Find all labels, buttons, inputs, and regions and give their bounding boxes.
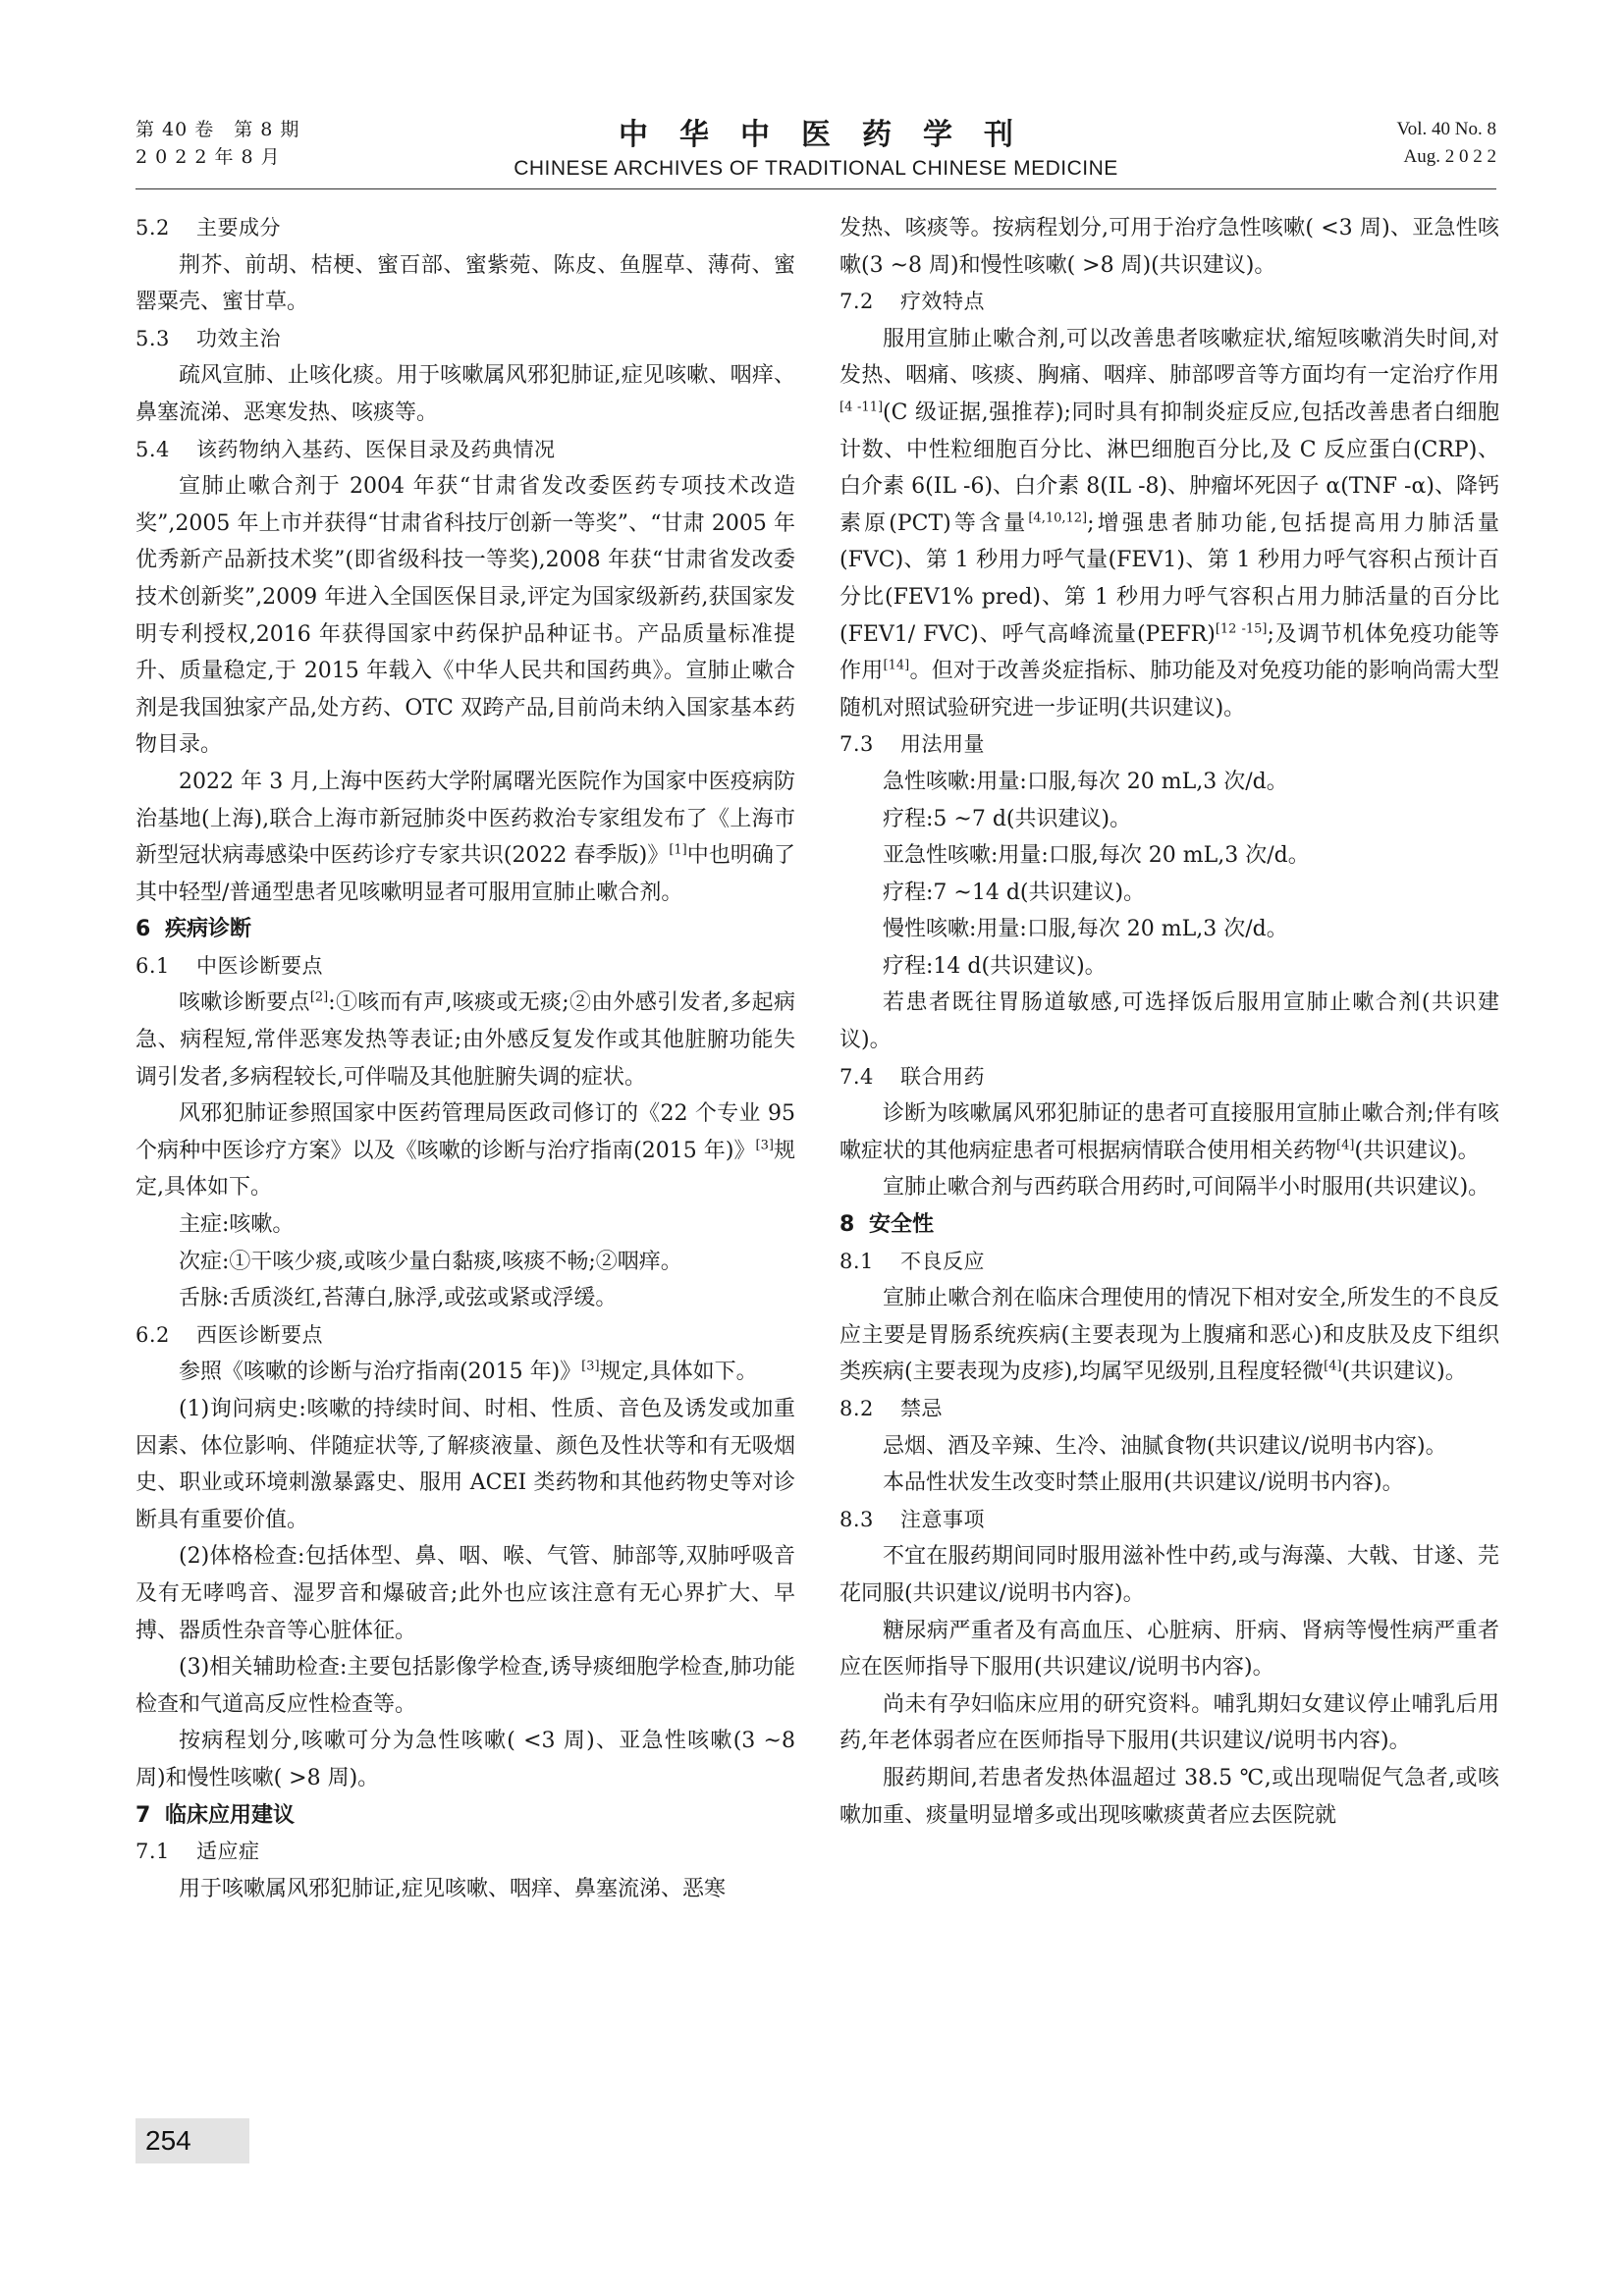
left-column	[135, 210, 795, 1907]
paragraph-text: 糖尿病严重者及有高血压、心脏病、肝病、肾病等慢性病严重者应在医师指导下服用(共识建议/说明书内容)。	[839, 1618, 1499, 1681]
body-paragraph	[135, 1280, 795, 1317]
section-title: 该药物纳入基药、医保目录及药典情况	[196, 437, 556, 461]
body-paragraph	[839, 1465, 1499, 1502]
citation-ref: [3]	[755, 1138, 774, 1153]
subsection-heading	[135, 1317, 795, 1355]
citation-ref: [4]	[1324, 1360, 1342, 1375]
section-number: 7	[135, 1802, 151, 1828]
paragraph-text: (3)相关辅助检查:主要包括影像学检查,诱导痰细胞学检查,肺功能检查和气道高反应性检查等。	[135, 1655, 795, 1717]
paragraph-text: 疗程:14 d(共识建议)。	[883, 953, 1107, 979]
body-paragraph	[135, 468, 795, 764]
body-paragraph	[839, 321, 1499, 727]
right-column	[839, 210, 1499, 1834]
paragraph-text: 中也明确了其中轻型/普通型患者见咳嗽明显者可服用宣肺止嗽合剂。	[135, 843, 795, 905]
journal-title-cn: 中华中医药学刊	[619, 118, 1045, 152]
body-paragraph	[839, 801, 1499, 838]
section-number: 6.1	[135, 953, 170, 978]
paragraph-text: 疗程:7 ~14 d(共识建议)。	[883, 880, 1146, 905]
body-paragraph	[135, 1871, 795, 1908]
issue-date-en: Aug. 2 0 2 2	[1403, 146, 1496, 167]
section-number: 7.2	[839, 290, 874, 314]
subsection-heading	[135, 321, 795, 358]
citation-ref: [4]	[1336, 1138, 1355, 1153]
body-paragraph	[839, 1428, 1499, 1466]
body-paragraph	[839, 1760, 1499, 1834]
citation-ref: [12 -15]	[1215, 621, 1268, 637]
paragraph-text: 宣肺止嗽合剂与西药联合用药时,可间隔半小时服用(共识建议)。	[883, 1175, 1490, 1201]
body-paragraph	[135, 357, 795, 431]
paragraph-text: 。但对于改善炎症指标、肺功能及对免疫功能的影响尚需大型随机对照试验研究进一步证明(共识建议)。	[839, 659, 1499, 721]
body-paragraph	[839, 875, 1499, 912]
body-paragraph	[839, 1613, 1499, 1686]
section-number: 7.4	[839, 1064, 874, 1089]
subsection-heading	[839, 1059, 1499, 1096]
body-paragraph	[135, 1723, 795, 1796]
section-heading	[135, 1797, 795, 1835]
paragraph-text: 咳嗽诊断要点	[179, 990, 310, 1016]
body-paragraph	[839, 948, 1499, 986]
subsection-heading	[135, 1834, 795, 1871]
paragraph-text: 规定,具体如下。	[599, 1360, 758, 1385]
paragraph-text: 宣肺止嗽合剂于 2004 年获“甘肃省发改委医药专项技术改造奖”,2005 年上市并获得“甘肃省科技厅创新一等奖”、“甘肃 2005 年优秀新产品新技术奖”(即省级科技一等奖),2008 年获“甘肃省发改委技术创新奖”,2009 年进入全国医保目录,评定为国家级新药,获国家发明专利授权,2016 年获得国家中药保护品种证书。产品质量标准提升、质量稳定,于 2015 年载入《中华人民共和国药典》。宣肺止嗽合剂是我国独家产品,处方药、OTC 双跨产品,目前尚未纳入国家基本药物目录。	[135, 474, 795, 758]
paragraph-text: 尚未有孕妇临床应用的研究资料。哺乳期妇女建议停止哺乳后用药,年老体弱者应在医师指导下服用(共识建议/说明书内容)。	[839, 1691, 1499, 1754]
body-paragraph	[135, 1244, 795, 1281]
subsection-heading	[839, 726, 1499, 764]
body-paragraph	[839, 1280, 1499, 1391]
subsection-heading	[839, 1502, 1499, 1539]
paragraph-text: 服用宣肺止嗽合剂,可以改善患者咳嗽症状,缩短咳嗽消失时间,对发热、咽痛、咳痰、胸痛、咽痒、肺部啰音等方面均有一定治疗作用	[839, 326, 1499, 389]
paragraph-text: (2)体格检查:包括体型、鼻、咽、喉、气管、肺部等,双肺呼吸音及有无哮鸣音、湿罗音和爆破音;此外也应该注意有无心界扩大、早搏、器质性杂音等心脏体征。	[135, 1544, 795, 1643]
page-number: 254	[145, 2125, 191, 2156]
volume-issue: 第 40 卷 第 8 期	[135, 119, 300, 140]
body-paragraph	[135, 985, 795, 1095]
paragraph-text: 荆芥、前胡、桔梗、蜜百部、蜜紫菀、陈皮、鱼腥草、薄荷、蜜罂粟壳、蜜甘草。	[135, 252, 795, 315]
section-number: 7.3	[839, 732, 874, 757]
body-paragraph	[839, 985, 1499, 1058]
subsection-heading	[135, 210, 795, 247]
body-paragraph	[839, 1686, 1499, 1760]
paragraph-text: 疏风宣肺、止咳化痰。用于咳嗽属风邪犯肺证,症见咳嗽、咽痒、鼻塞流涕、恶寒发热、咳痰等。	[135, 363, 795, 425]
section-title: 安全性	[869, 1212, 935, 1238]
citation-ref: [4 -11]	[839, 400, 884, 415]
section-title: 联合用药	[900, 1064, 985, 1089]
paragraph-text: (C 级证据,强推荐);同时具有抑制炎症反应,包括改善患者白细胞计数、中性粒细胞百分比、淋巴细胞百分比,及 C 反应蛋白(CRP)、白介素 6(IL -6)、白介素 8(IL -8)、肿瘤坏死因子 α(TNF -α)、降钙素原(PCT)等含量	[839, 400, 1499, 536]
section-number: 8	[839, 1212, 855, 1238]
body-paragraph	[135, 764, 795, 911]
citation-ref: [3]	[581, 1360, 600, 1375]
paragraph-text: 风邪犯肺证参照国家中医药管理局医政司修订的《22 个专业 95 个病种中医诊疗方案》以及《咳嗽的诊断与治疗指南(2015 年)》	[135, 1101, 795, 1163]
citation-ref: [2]	[309, 990, 329, 1006]
volume-issue-en: Vol. 40 No. 8	[1396, 119, 1496, 139]
section-number: 6	[135, 917, 151, 942]
subsection-heading	[135, 948, 795, 986]
paragraph-text: 急性咳嗽:用量:口服,每次 20 mL,3 次/d。	[883, 769, 1288, 794]
paragraph-text: 规定,具体如下。	[135, 1138, 795, 1201]
issue-info-en	[1396, 116, 1496, 171]
subsection-heading	[135, 432, 795, 469]
paragraph-text: 按病程划分,咳嗽可分为急性咳嗽( <3 周)、亚急性咳嗽(3 ~8 周)和慢性咳嗽( >8 周)。	[135, 1729, 795, 1790]
paragraph-text: (共识建议)。	[1354, 1138, 1480, 1163]
body-paragraph	[839, 210, 1499, 284]
paragraph-text: :①咳而有声,咳痰或无痰;②由外感引发者,多起病急、病程短,常伴恶寒发热等表证;由外感反复发作或其他脏腑功能失调引发者,多病程较长,可伴喘及其他脏腑失调的症状。	[135, 990, 795, 1090]
header-divider	[135, 188, 1496, 189]
subsection-heading	[839, 1391, 1499, 1428]
section-title: 用法用量	[900, 732, 985, 757]
section-number: 8.3	[839, 1507, 874, 1531]
paragraph-text: 次症:①干咳少痰,或咳少量白黏痰,咳痰不畅;②咽痒。	[179, 1249, 682, 1274]
body-paragraph	[839, 911, 1499, 948]
paragraph-text: 慢性咳嗽:用量:口服,每次 20 mL,3 次/d。	[883, 917, 1288, 942]
citation-ref: [1]	[669, 842, 687, 858]
body-paragraph	[135, 1206, 795, 1244]
section-heading	[839, 1206, 1499, 1244]
running-header	[135, 116, 1496, 185]
paragraph-text: 舌脉:舌质淡红,苔薄白,脉浮,或弦或紧或浮缓。	[179, 1286, 618, 1311]
paragraph-text: 主症:咳嗽。	[179, 1212, 295, 1238]
section-title: 中医诊断要点	[196, 953, 323, 978]
paragraph-text: 宣肺止嗽合剂在临床合理使用的情况下相对安全,所发生的不良反应主要是胃肠系统疾病(主要表现为上腹痛和恶心)和皮肤及皮下组织类疾病(主要表现为皮疹),均属罕见级别,且程度轻微	[839, 1286, 1499, 1385]
section-title: 不良反应	[900, 1249, 985, 1273]
section-title: 疾病诊断	[165, 917, 252, 942]
body-paragraph	[839, 1538, 1499, 1612]
paragraph-text: 本品性状发生改变时禁止服用(共识建议/说明书内容)。	[883, 1470, 1404, 1496]
body-paragraph	[135, 1538, 795, 1649]
paragraph-text: ;增强患者肺功能,包括提高用力肺活量(FVC)、第 1 秒用力呼气量(FEV1)、第 1 秒用力呼气容积占预计百分比(FEV1% pred)、第 1 秒用力呼气容积占用力肺活量的百分比(FEV1/ FVC)、呼气高峰流量(PEFR)	[839, 510, 1499, 647]
paragraph-text: 不宜在服药期间同时服用滋补性中药,或与海藻、大戟、甘遂、芫花同服(共识建议/说明书内容)。	[839, 1544, 1499, 1606]
paragraph-text: 参照《咳嗽的诊断与治疗指南(2015 年)》	[179, 1360, 582, 1385]
section-number: 8.2	[839, 1397, 874, 1420]
paragraph-text: 2022 年 3 月,上海中医药大学附属曙光医院作为国家中医疫病防治基地(上海),联合上海市新冠肺炎中医药救治专家组发布了《上海市新型冠状病毒感染中医药诊疗专家共识(2022 春季版)》	[135, 769, 795, 869]
paragraph-text: 用于咳嗽属风邪犯肺证,症见咳嗽、咽痒、鼻塞流涕、恶寒	[179, 1876, 726, 1901]
paragraph-text: 发热、咳痰等。按病程划分,可用于治疗急性咳嗽( <3 周)、亚急性咳嗽(3 ~8 周)和慢性咳嗽( >8 周)(共识建议)。	[839, 216, 1499, 278]
journal-title-en: CHINESE ARCHIVES OF TRADITIONAL CHINESE MEDICINE	[514, 157, 1118, 180]
paragraph-text: 诊断为咳嗽属风邪犯肺证的患者可直接服用宣肺止嗽合剂;伴有咳嗽症状的其他病症患者可根据病情联合使用相关药物	[839, 1101, 1499, 1163]
issue-date-cn: 2 0 2 2 年 8 月	[135, 146, 281, 168]
body-paragraph	[135, 1649, 795, 1723]
section-number: 5.2	[135, 216, 170, 240]
paragraph-text: 亚急性咳嗽:用量:口服,每次 20 mL,3 次/d。	[883, 843, 1310, 869]
section-number: 5.4	[135, 437, 170, 461]
paragraph-text: 服药期间,若患者发热体温超过 38.5 ℃,或出现喘促气急者,或咳嗽加重、痰量明显增多或出现咳嗽痰黄者应去医院就	[839, 1765, 1499, 1828]
section-title: 主要成分	[196, 216, 281, 240]
subsection-heading	[839, 1244, 1499, 1281]
paragraph-text: 若患者既往胃肠道敏感,可选择饭后服用宣肺止嗽合剂(共识建议)。	[839, 990, 1499, 1053]
journal-title	[135, 116, 1496, 183]
paragraph-text: 忌烟、酒及辛辣、生冷、油腻食物(共识建议/说明书内容)。	[883, 1433, 1447, 1459]
section-title: 疗效特点	[900, 290, 985, 314]
paragraph-text: (1)询问病史:咳嗽的持续时间、时相、性质、音色及诱发或加重因素、体位影响、伴随症状等,了解痰液量、颜色及性状等和有无吸烟史、职业或环境刺激暴露史、服用 ACEI 类药物和其他药物史等对诊断具有重要价值。	[135, 1397, 795, 1532]
paragraph-text: ;及调节机体免疫功能等作用	[839, 621, 1499, 684]
section-title: 西医诊断要点	[196, 1322, 323, 1347]
paragraph-text: 疗程:5 ~7 d(共识建议)。	[883, 806, 1132, 831]
body-paragraph	[839, 837, 1499, 875]
citation-ref: [4,10,12]	[1028, 510, 1088, 526]
body-paragraph	[135, 1354, 795, 1391]
section-number: 7.1	[135, 1840, 170, 1864]
citation-ref: [14]	[883, 658, 910, 673]
section-title: 功效主治	[196, 326, 281, 350]
body-paragraph	[839, 1095, 1499, 1169]
body-paragraph	[135, 1095, 795, 1206]
section-number: 6.2	[135, 1322, 170, 1347]
paragraph-text: (共识建议)。	[1341, 1360, 1467, 1385]
section-title: 临床应用建议	[165, 1802, 296, 1828]
section-title: 注意事项	[900, 1507, 985, 1531]
body-paragraph	[135, 247, 795, 321]
subsection-heading	[839, 284, 1499, 321]
section-title: 适应症	[196, 1840, 260, 1864]
section-number: 5.3	[135, 326, 170, 350]
section-heading	[135, 911, 795, 948]
section-title: 禁忌	[900, 1397, 943, 1420]
body-paragraph	[839, 764, 1499, 801]
body-paragraph	[839, 1169, 1499, 1206]
body-paragraph	[135, 1391, 795, 1538]
section-number: 8.1	[839, 1249, 874, 1273]
